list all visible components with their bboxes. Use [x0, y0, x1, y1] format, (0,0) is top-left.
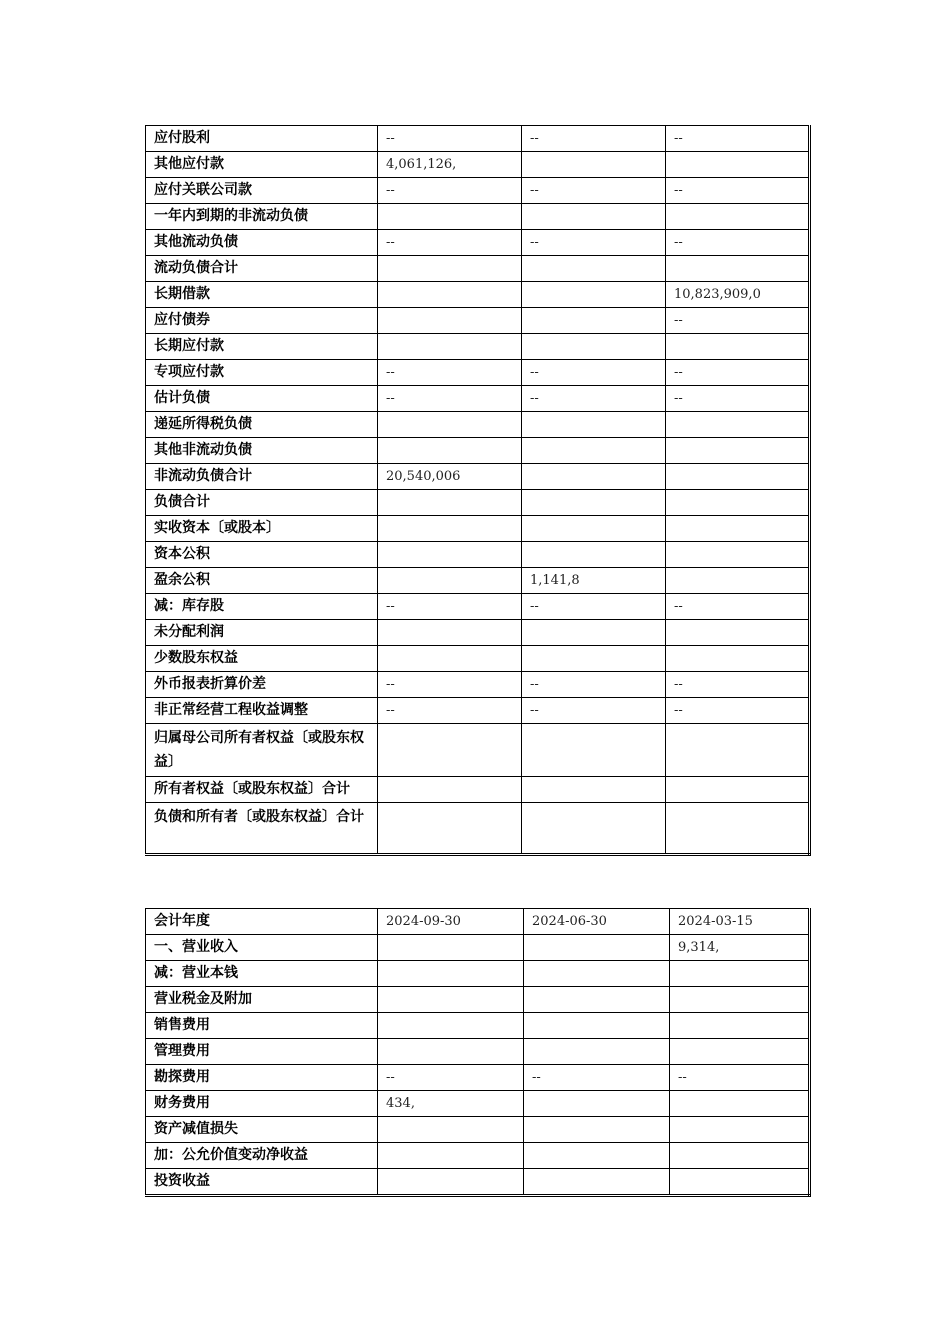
value-cell: -- — [670, 1065, 810, 1091]
value-cell — [666, 412, 810, 438]
value-cell — [524, 1091, 670, 1117]
value-cell — [670, 1039, 810, 1065]
value-cell — [670, 961, 810, 987]
table-row — [146, 777, 810, 803]
value-cell: -- — [522, 178, 666, 204]
value-cell — [378, 204, 522, 230]
value-cell — [666, 724, 810, 777]
table-row — [146, 961, 810, 987]
value-cell — [666, 256, 810, 282]
table-row — [146, 178, 810, 204]
row-label: 应付债券 — [146, 308, 378, 334]
row-label: 非流动负债合计 — [146, 464, 378, 490]
row-label: 所有者权益〔或股东权益〕合计 — [146, 777, 378, 803]
value-cell — [666, 438, 810, 464]
table-row — [146, 438, 810, 464]
value-cell: 10,823,909,0 — [666, 282, 810, 308]
value-cell: -- — [666, 698, 810, 724]
value-cell: 2024-03-15 — [670, 909, 810, 935]
value-cell: -- — [666, 386, 810, 412]
value-cell — [524, 1143, 670, 1169]
row-label: 营业税金及附加 — [146, 987, 378, 1013]
value-cell — [524, 987, 670, 1013]
value-cell — [378, 308, 522, 334]
value-cell: 4,061,126, — [378, 152, 522, 178]
table-row — [146, 126, 810, 152]
value-cell — [378, 490, 522, 516]
table-row — [146, 698, 810, 724]
value-cell — [666, 542, 810, 568]
value-cell — [378, 935, 524, 961]
value-cell — [670, 1091, 810, 1117]
row-label: 递延所得税负债 — [146, 412, 378, 438]
value-cell — [524, 1039, 670, 1065]
value-cell — [378, 777, 522, 803]
row-label: 外币报表折算价差 — [146, 672, 378, 698]
value-cell — [666, 568, 810, 594]
balance-sheet-body — [146, 126, 810, 855]
value-cell — [378, 542, 522, 568]
value-cell — [522, 282, 666, 308]
row-label: 其他流动负债 — [146, 230, 378, 256]
value-cell: -- — [666, 308, 810, 334]
value-cell — [378, 568, 522, 594]
value-cell — [666, 620, 810, 646]
row-label: 投资收益 — [146, 1169, 378, 1196]
table-row — [146, 334, 810, 360]
row-label: 其他应付款 — [146, 152, 378, 178]
row-label: 长期应付款 — [146, 334, 378, 360]
value-cell: -- — [522, 594, 666, 620]
table-row — [146, 386, 810, 412]
value-cell — [522, 542, 666, 568]
value-cell: 20,540,006 — [378, 464, 522, 490]
table-row — [146, 1169, 810, 1196]
table-row — [146, 1065, 810, 1091]
table-row — [146, 412, 810, 438]
value-cell — [522, 334, 666, 360]
table-row — [146, 1117, 810, 1143]
value-cell — [378, 256, 522, 282]
value-cell — [524, 1013, 670, 1039]
value-cell — [666, 204, 810, 230]
value-cell — [666, 490, 810, 516]
row-label: 专项应付款 — [146, 360, 378, 386]
value-cell — [524, 961, 670, 987]
value-cell — [378, 412, 522, 438]
row-label: 一、营业收入 — [146, 935, 378, 961]
value-cell — [524, 1117, 670, 1143]
row-label: 勘探费用 — [146, 1065, 378, 1091]
row-label: 负债合计 — [146, 490, 378, 516]
value-cell — [522, 152, 666, 178]
value-cell — [522, 308, 666, 334]
table-row — [146, 646, 810, 672]
value-cell — [522, 646, 666, 672]
value-cell — [378, 1169, 524, 1196]
value-cell: -- — [378, 672, 522, 698]
value-cell — [378, 646, 522, 672]
value-cell: -- — [522, 230, 666, 256]
row-label: 流动负债合计 — [146, 256, 378, 282]
table-row — [146, 204, 810, 230]
value-cell — [378, 516, 522, 542]
value-cell: -- — [666, 230, 810, 256]
table-row — [146, 1091, 810, 1117]
value-cell — [378, 1039, 524, 1065]
row-label: 实收资本〔或股本〕 — [146, 516, 378, 542]
row-label: 加：公允价值变动净收益 — [146, 1143, 378, 1169]
table-row — [146, 490, 810, 516]
value-cell: 2024-06-30 — [524, 909, 670, 935]
value-cell: -- — [378, 594, 522, 620]
value-cell — [378, 1117, 524, 1143]
value-cell — [522, 620, 666, 646]
income-statement-body — [146, 909, 810, 1196]
value-cell — [670, 1143, 810, 1169]
table-row — [146, 568, 810, 594]
row-label: 资本公积 — [146, 542, 378, 568]
value-cell — [522, 724, 666, 777]
table-row — [146, 1013, 810, 1039]
value-cell — [522, 490, 666, 516]
table-row — [146, 230, 810, 256]
table-row — [146, 1039, 810, 1065]
row-label: 减：库存股 — [146, 594, 378, 620]
table-row — [146, 152, 810, 178]
row-label: 财务费用 — [146, 1091, 378, 1117]
value-cell: -- — [522, 672, 666, 698]
value-cell — [378, 334, 522, 360]
value-cell — [670, 1169, 810, 1196]
value-cell: -- — [378, 178, 522, 204]
value-cell — [522, 438, 666, 464]
value-cell: -- — [666, 126, 810, 152]
value-cell: 1,141,8 — [522, 568, 666, 594]
row-label: 销售费用 — [146, 1013, 378, 1039]
row-label: 长期借款 — [146, 282, 378, 308]
value-cell: -- — [378, 1065, 524, 1091]
table-row — [146, 620, 810, 646]
value-cell: -- — [378, 386, 522, 412]
row-label: 估计负债 — [146, 386, 378, 412]
value-cell: -- — [522, 126, 666, 152]
value-cell: -- — [378, 126, 522, 152]
table-row — [146, 803, 810, 855]
value-cell: -- — [378, 230, 522, 256]
value-cell — [378, 803, 522, 855]
value-cell: -- — [522, 386, 666, 412]
value-cell — [378, 1013, 524, 1039]
row-label: 负债和所有者〔或股东权益〕合计 — [146, 803, 378, 855]
value-cell: -- — [666, 178, 810, 204]
table-row — [146, 594, 810, 620]
value-cell: -- — [378, 360, 522, 386]
value-cell — [378, 961, 524, 987]
table-row — [146, 987, 810, 1013]
value-cell — [522, 777, 666, 803]
value-cell: -- — [378, 698, 522, 724]
value-cell — [666, 516, 810, 542]
value-cell — [666, 152, 810, 178]
row-label: 盈余公积 — [146, 568, 378, 594]
row-label: 管理费用 — [146, 1039, 378, 1065]
row-label: 归属母公司所有者权益〔或股东权益〕 — [146, 724, 378, 777]
table-row — [146, 464, 810, 490]
value-cell — [522, 803, 666, 855]
value-cell — [522, 412, 666, 438]
table-row — [146, 909, 810, 935]
table-row — [146, 256, 810, 282]
value-cell — [378, 724, 522, 777]
value-cell — [378, 1143, 524, 1169]
value-cell — [666, 334, 810, 360]
value-cell — [666, 464, 810, 490]
value-cell — [522, 464, 666, 490]
value-cell — [522, 516, 666, 542]
row-label: 一年内到期的非流动负债 — [146, 204, 378, 230]
balance-sheet-table — [145, 125, 811, 856]
value-cell: -- — [522, 698, 666, 724]
value-cell — [666, 646, 810, 672]
value-cell — [666, 803, 810, 855]
table-row — [146, 282, 810, 308]
value-cell: -- — [666, 360, 810, 386]
table-row — [146, 672, 810, 698]
value-cell — [378, 438, 522, 464]
row-label: 未分配利润 — [146, 620, 378, 646]
row-label: 应付关联公司款 — [146, 178, 378, 204]
value-cell — [522, 256, 666, 282]
row-label: 资产减值损失 — [146, 1117, 378, 1143]
row-label: 其他非流动负债 — [146, 438, 378, 464]
income-statement-table — [145, 908, 811, 1197]
row-label: 应付股利 — [146, 126, 378, 152]
value-cell — [378, 987, 524, 1013]
value-cell — [670, 987, 810, 1013]
value-cell: 2024-09-30 — [378, 909, 524, 935]
value-cell — [522, 204, 666, 230]
row-label: 非正常经营工程收益调整 — [146, 698, 378, 724]
value-cell — [378, 282, 522, 308]
table-row — [146, 1143, 810, 1169]
value-cell — [378, 620, 522, 646]
value-cell: -- — [666, 594, 810, 620]
row-label: 会计年度 — [146, 909, 378, 935]
table-row — [146, 516, 810, 542]
value-cell — [670, 1013, 810, 1039]
table-row — [146, 724, 810, 777]
value-cell — [670, 1117, 810, 1143]
row-label: 少数股东权益 — [146, 646, 378, 672]
value-cell — [524, 1169, 670, 1196]
table-row — [146, 360, 810, 386]
value-cell — [666, 777, 810, 803]
value-cell: 434, — [378, 1091, 524, 1117]
value-cell — [524, 935, 670, 961]
row-label: 减：营业本钱 — [146, 961, 378, 987]
table-row — [146, 542, 810, 568]
value-cell: -- — [524, 1065, 670, 1091]
value-cell: -- — [522, 360, 666, 386]
value-cell: 9,314, — [670, 935, 810, 961]
value-cell: -- — [666, 672, 810, 698]
table-row — [146, 308, 810, 334]
table-row — [146, 935, 810, 961]
